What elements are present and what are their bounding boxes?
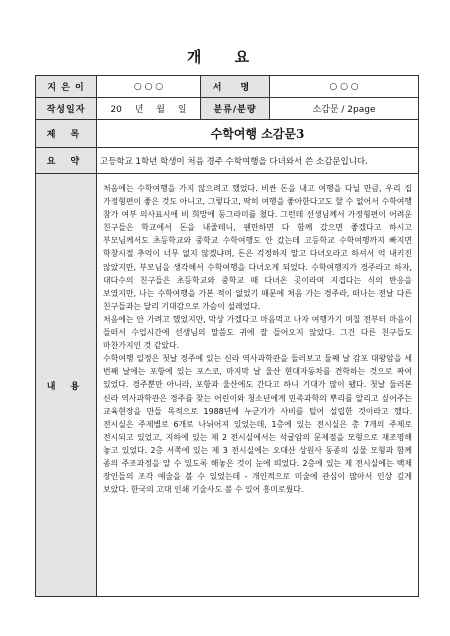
author-label: 지 은 이 <box>36 76 97 98</box>
summary-label: 요 약 <box>36 148 97 174</box>
category-label: 분류/분량 <box>201 98 270 120</box>
content-body <box>97 174 419 597</box>
content-paragraph: 수학여행 일정은 첫날 경주에 있는 신라 역사과학관을 둘러보고 둘째 날 감포 대왕암을 세 번째 날에는 포항에 있는 포스코, 마지막 날 울산 현대자동차를 견학하는 것으로 짜여 있었다. 경주뿐만 아니라, 포항과 울산에도 간다고 하니 기대가 많이 됐다. 첫날 둘러본 신라 역사과학관은 경주를 찾는 어린이와 청소년에게 민족과학의 뿌리를 알리고 싶어주는 교육현장을 만들 목적으로 1988년에 누군가가 사비를 털어 설립한 것이라고 했다. 전시실은 주제별로 6개로 나뉘어져 있었는데, 1층에 있는 전시실은 총 7개의 주제로 전시되고 있었고, 지하에 있는 제 2 전시실에서는 석굴암의 문제점을 모형으로 재조명해 놓고 있었다. 2층 서쪽에 있는 제 3 전시실에는 오대산 상원사 동종의 실물 모형과 함께 종의 주조과정을 알 수 있도록 해놓은 것이 눈에 띄었다. 2층에 있는 제 전시실에는 백제 장인들의 조각 예술을 볼 수 있었는데 - 개인적으로 미술에 관심이 많아서 인상 깊게 보았다. 한국의 고대 인쇄 기술사도 볼 수 있어 흥미로웠다. <box>103 354 412 495</box>
content-label: 내 용 <box>36 174 97 597</box>
content-paragraph: 처음에는 안 가려고 했었지만, 막상 가겠다고 마음먹고 나자 여행가기 며칠 전부터 마음이 들떠서 수업시간에 선생님의 말씀도 귀에 잘 들어오지 않았다. 그건 다른 친구들도 마찬가지인 것 같았다. <box>103 314 412 351</box>
subject-value: 수학여행 소감문3 <box>97 120 419 148</box>
signature-value: ○ ○ ○ <box>270 76 419 98</box>
page-title: 개 요 <box>186 48 264 66</box>
date-label: 작성일자 <box>36 98 97 120</box>
category-value: 소감문 / 2page <box>270 98 419 120</box>
date-value: 20 년 월 일 <box>97 98 201 120</box>
subject-label: 제 목 <box>36 120 97 148</box>
signature-label: 서 명 <box>201 76 270 98</box>
content-paragraph: 처음에는 수학여행을 가지 않으려고 했었다. 비싼 돈을 내고 여행을 다닐 만큼, 우리 집 가정형편이 좋은 것도 아니고, 그렇다고, 딱히 여행을 좋아한다고도 할 수 없어서 수학여행 참가 여부 의사표시에 비 희망에 동그라미를 쳤다. 그런데 선생님께서 가정형편이 어려운 친구들은 학교에서 돈을 내줄테니, 웬만하면 다 함께 갔으면 좋겠다고 하시고 부모님께서도 초등학교와 중학교 수학여행도 안 갔는데 고등학교 수학여행까지 빠지면 학창시절 추억이 너무 없지 않겠냐며, 돈은 걱정하지 말고 다녀오라고 하셔서 억 내키진 않았지만, 부모님을 생각해서 수학여행을 다녀오게 되었다. 수학여행지가 경주라고 하자, 대다수의 친구들은 초등학교와 중학교 때 다녀온 곳이라며 지겹다는 식의 반응을 보였지만, 나는 수학여행을 가본 적이 없었기 때문에 처음 가는 경주라, 떠나는 전날 다른 친구들과는 달리 기대감으로 가슴이 설레었다. <box>103 184 412 311</box>
overview-form <box>35 75 419 597</box>
summary-value: 고등학교 1학년 학생이 처음 경주 수학여행을 다녀와서 쓴 소감문입니다. <box>97 148 419 174</box>
author-value: ○ ○ ○ <box>97 76 201 98</box>
